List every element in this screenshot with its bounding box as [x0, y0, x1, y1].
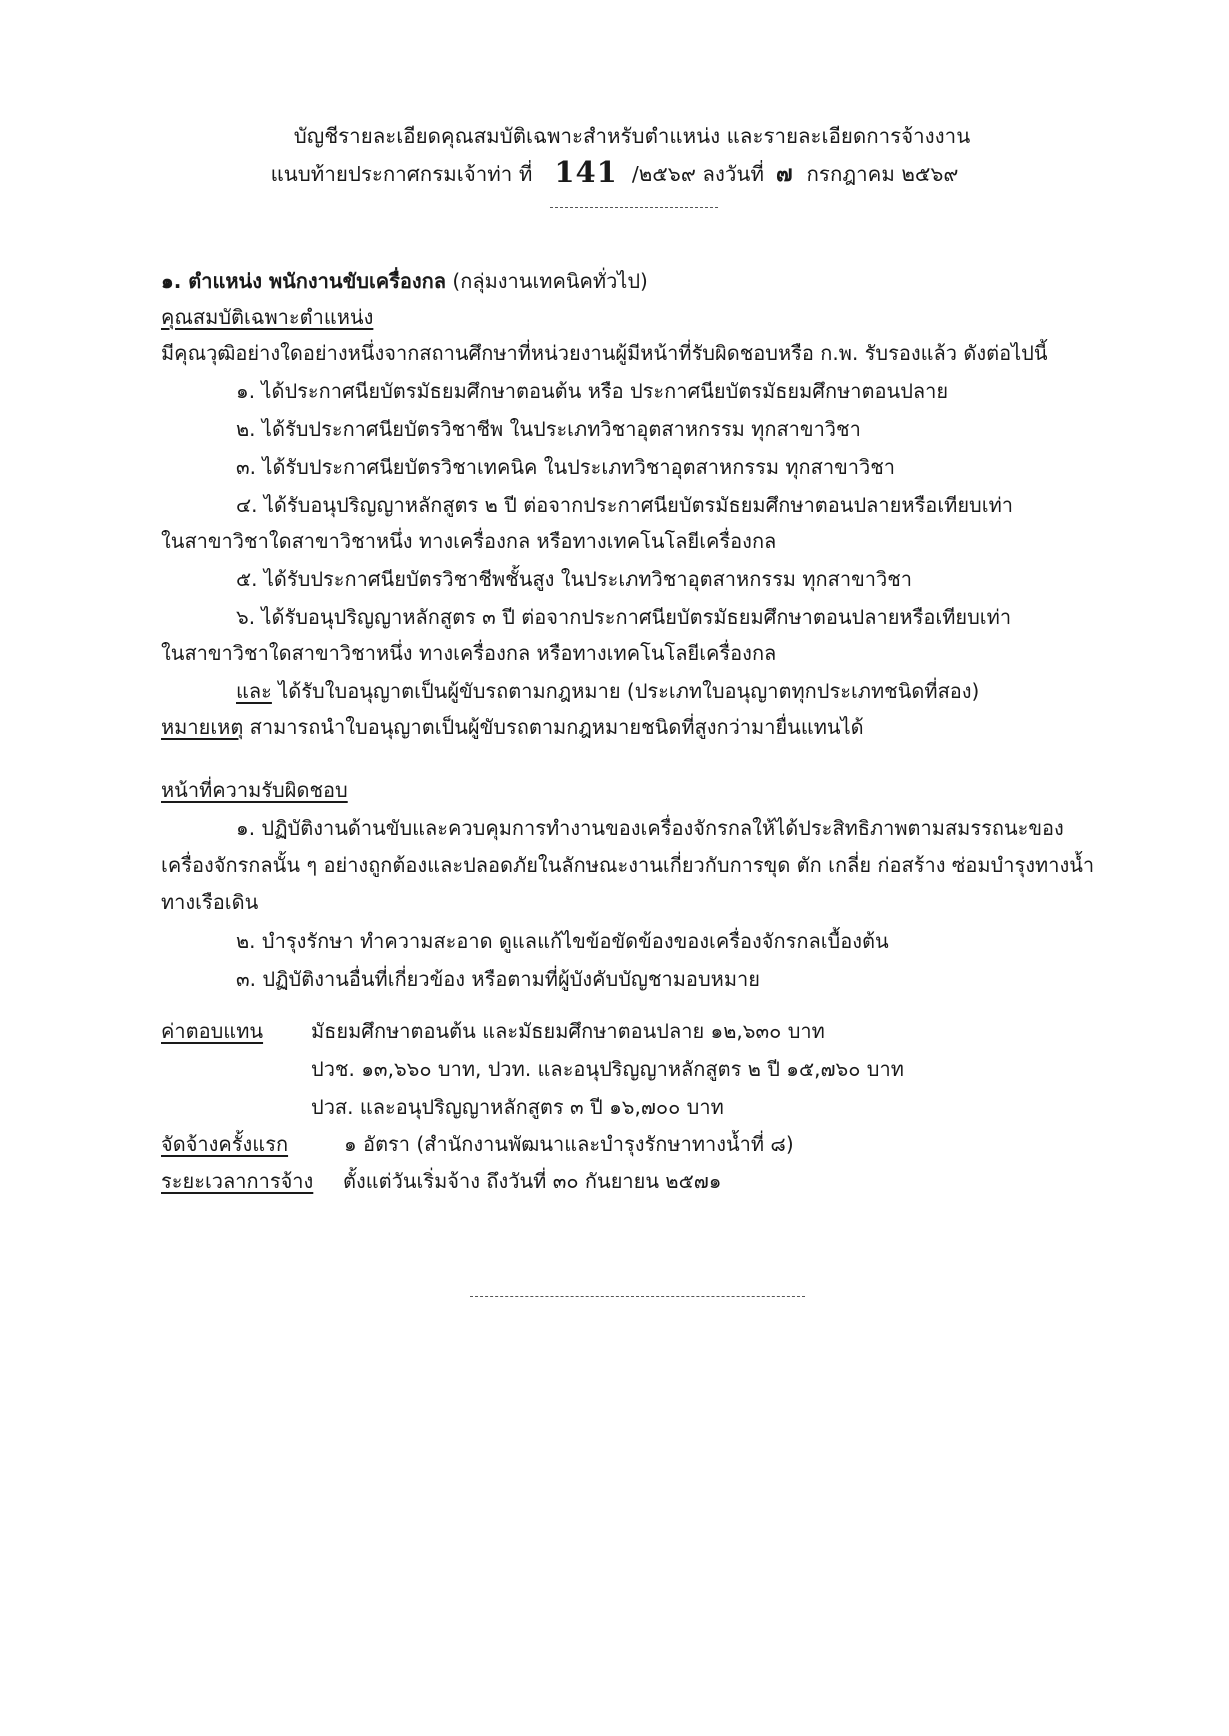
- announcement-number: 141: [554, 155, 618, 189]
- compensation-row: [161, 1016, 1101, 1046]
- header-title: บัญชีรายละเอียดคุณสมบัติเฉพาะสำหรับตำแหน่ง และรายละเอียดการจ้างงาน: [293, 124, 971, 148]
- qualification-item-continued: ในสาขาวิชาใดสาขาวิชาหนึ่ง ทางเครื่องกล หรือทางเทคโนโลยีเครื่องกล: [161, 641, 777, 665]
- position-number: ๑. ตำแหน่ง พนักงานขับเครื่องกล: [161, 269, 447, 293]
- employment-period-row: [161, 1166, 1101, 1196]
- compensation-value: มัธยมศึกษาตอนต้น และมัธยมศึกษาตอนปลาย ๑๒,๖๓๐ บาท: [311, 1019, 825, 1043]
- compensation-value: ปวช. ๑๓,๖๖๐ บาท, ปวท. และอนุปริญญาหลักสูตร ๒ ปี ๑๕,๗๖๐ บาท: [311, 1057, 904, 1081]
- footer-divider: [470, 1296, 805, 1297]
- note-text: สามารถนำใบอนุญาตเป็นผู้ขับรถตามกฎหมายชนิดที่สูงกว่ามายื่นแทนได้: [243, 715, 864, 739]
- header-reference-suffix: กรกฎาคม ๒๕๖๙: [806, 162, 959, 186]
- duty-item-continued: ทางเรือเดิน: [161, 890, 259, 914]
- employment-period-value: ตั้งแต่วันเริ่มจ้าง ถึงวันที่ ๓๐ กันยายน ๒๕๗๑: [343, 1169, 722, 1193]
- qualifications-heading: คุณสมบัติเฉพาะตำแหน่ง: [161, 305, 374, 329]
- initial-hire-value: ๑ อัตรา (สำนักงานพัฒนาและบำรุงรักษาทางน้ำที่ ๘): [344, 1132, 794, 1156]
- header-reference: [0, 154, 1229, 192]
- note: [161, 712, 864, 742]
- note-label: หมายเหตุ: [161, 715, 244, 739]
- duty-item: ๒. บำรุงรักษา ทำความสะอาด ดูแลแก้ไขข้อขัดข้องของเครื่องจักรกลเบื้องต้น: [236, 929, 889, 953]
- qualifications-intro: มีคุณวุฒิอย่างใดอย่างหนึ่งจากสถานศึกษาที่หน่วยงานผู้มีหน้าที่รับผิดชอบหรือ ก.พ. รับรองแล้ว ดังต่อไปนี้: [161, 341, 1048, 365]
- duty-item: ๓. ปฏิบัติงานอื่นที่เกี่ยวข้อง หรือตามที่ผู้บังคับบัญชามอบหมาย: [236, 967, 760, 991]
- qualification-item-continued: ในสาขาวิชาใดสาขาวิชาหนึ่ง ทางเครื่องกล หรือทางเทคโนโลยีเครื่องกล: [161, 529, 777, 553]
- license-text: ได้รับใบอนุญาตเป็นผู้ขับรถตามกฎหมาย (ประเภทใบอนุญาตทุกประเภทชนิดที่สอง): [271, 679, 980, 703]
- header-reference-mid: /๒๕๖๙ ลงวันที่: [631, 162, 764, 186]
- qualification-item: ๓. ได้รับประกาศนียบัตรวิชาเทคนิค ในประเภทวิชาอุตสาหกรรม ทุกสาขาวิชา: [236, 455, 896, 479]
- header-divider: [550, 207, 718, 208]
- initial-hire-row: [161, 1129, 1101, 1159]
- compensation-value: ปวส. และอนุปริญญาหลักสูตร ๓ ปี ๑๖,๗๐๐ บาท: [311, 1095, 724, 1119]
- duty-item-continued: เครื่องจักรกลนั้น ๆ อย่างถูกต้องและปลอดภัยในลักษณะงานเกี่ยวกับการขุด ตัก เกลี่ย ก่อสร้าง ซ่อมบำรุงทางน้ำ: [161, 853, 1095, 877]
- and-label: และ: [236, 679, 272, 703]
- qualification-item: ๕. ได้รับประกาศนียบัตรวิชาชีพชั้นสูง ในประเภทวิชาอุตสาหกรรม ทุกสาขาวิชา: [236, 567, 913, 591]
- qualification-item: ๔. ได้รับอนุปริญญาหลักสูตร ๒ ปี ต่อจากประกาศนียบัตรมัธยมศึกษาตอนปลายหรือเทียบเท่า: [236, 493, 1014, 517]
- qualification-item: ๒. ได้รับประกาศนียบัตรวิชาชีพ ในประเภทวิชาอุตสาหกรรม ทุกสาขาวิชา: [236, 417, 861, 441]
- employment-period-label: ระยะเวลาการจ้าง: [161, 1169, 314, 1193]
- initial-hire-label: จัดจ้างครั้งแรก: [161, 1132, 289, 1156]
- header-reference-prefix: แนบท้ายประกาศกรมเจ้าท่า ที่: [270, 162, 533, 186]
- document-header: [0, 118, 1229, 192]
- position-group: (กลุ่มงานเทคนิคทั่วไป): [452, 269, 648, 293]
- qualification-item: ๑. ได้ประกาศนียบัตรมัธยมศึกษาตอนต้น หรือ ประกาศนียบัตรมัธยมศึกษาตอนปลาย: [236, 379, 949, 403]
- announcement-day: ๗: [775, 161, 793, 187]
- license-requirement: [236, 676, 979, 706]
- duties-heading: หน้าที่ความรับผิดชอบ: [161, 778, 348, 802]
- compensation-label: ค่าตอบแทน: [161, 1019, 264, 1043]
- qualification-item: ๖. ได้รับอนุปริญญาหลักสูตร ๓ ปี ต่อจากประกาศนียบัตรมัธยมศึกษาตอนปลายหรือเทียบเท่า: [236, 605, 1012, 629]
- duty-item: ๑. ปฏิบัติงานด้านขับและควบคุมการทำงานของเครื่องจักรกลให้ได้ประสิทธิภาพตามสมรรถนะของ: [236, 816, 1064, 840]
- position-title: [161, 266, 648, 296]
